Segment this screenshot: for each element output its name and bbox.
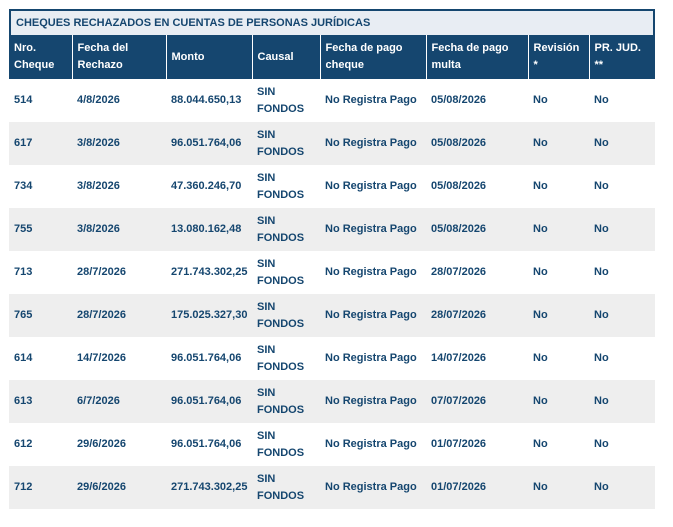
cell-causal-line2: FONDOS (257, 275, 305, 287)
cell-causal-line1: SIN (257, 129, 276, 141)
cell-pago: No Registra Pago (320, 122, 426, 165)
cell-prjud: No (589, 208, 655, 251)
cell-revision: No (533, 94, 548, 106)
cell-multa: 01/07/2026 (431, 438, 487, 450)
cell-causal-line2: FONDOS (257, 447, 305, 459)
cell-fecha: 28/7/2026 (72, 294, 166, 337)
cell-revision: No (533, 180, 548, 192)
rejected-cheques-panel (9, 9, 655, 509)
table-title: CHEQUES RECHAZADOS EN CUENTAS DE PERSONAS JURÍDICAS (9, 9, 655, 35)
cell-prjud: No (594, 94, 609, 106)
header-pago-line2: cheque (325, 59, 365, 71)
cell-monto: 96.051.764,06 (166, 122, 252, 165)
cell-causal (252, 251, 320, 294)
cell-monto: 175.025.327,30 (166, 294, 252, 337)
cell-pago: No Registra Pago (320, 466, 426, 509)
cell-revision: No (528, 294, 589, 337)
cell-prjud: No (589, 122, 655, 165)
header-revision-line2: * (533, 59, 538, 71)
cell-revision: No (528, 380, 589, 423)
cell-causal (252, 466, 320, 509)
cell-nro: 613 (9, 380, 72, 423)
header-prjud-line2: ** (594, 59, 604, 71)
cell-monto: 96.051.764,06 (166, 380, 252, 423)
cell-nro: 713 (14, 266, 33, 278)
cell-causal-line2: FONDOS (257, 189, 305, 201)
cell-fecha: 3/8/2026 (77, 180, 120, 192)
cell-fecha: 6/7/2026 (72, 380, 166, 423)
cell-nro: 612 (14, 438, 33, 450)
cell-causal-line2: FONDOS (257, 146, 305, 158)
table-row (9, 466, 655, 509)
cell-nro: 755 (9, 208, 72, 251)
table-row (9, 423, 655, 466)
cell-pago: No Registra Pago (325, 438, 417, 450)
header-pago-line1: Fecha de pago (325, 42, 403, 54)
cell-prjud: No (589, 466, 655, 509)
header-multa-line1: Fecha de pago (431, 42, 509, 54)
table-row (9, 294, 655, 337)
cell-fecha: 29/6/2026 (77, 438, 126, 450)
table-row (9, 122, 655, 165)
cell-monto: 96.051.764,06 (171, 352, 242, 364)
cell-multa: 05/08/2026 (426, 208, 528, 251)
cell-multa: 05/08/2026 (426, 122, 528, 165)
cell-causal-line1: SIN (257, 215, 276, 227)
table-row (9, 79, 655, 122)
cell-causal (252, 208, 320, 251)
cell-prjud: No (594, 438, 609, 450)
header-revision-line1: Revisión (533, 42, 580, 54)
cell-causal (252, 337, 320, 380)
header-fecha-pago-cheque (320, 35, 426, 79)
cell-causal-line1: SIN (257, 301, 276, 313)
header-causal: Causal (252, 35, 320, 79)
cell-causal (252, 294, 320, 337)
cell-nro: 765 (9, 294, 72, 337)
cell-fecha: 28/7/2026 (77, 266, 126, 278)
header-row (9, 35, 655, 79)
cell-nro: 734 (14, 180, 33, 192)
cell-causal-line1: SIN (257, 387, 276, 399)
header-fecha-rechazo (72, 35, 166, 79)
cell-pago: No Registra Pago (320, 380, 426, 423)
cell-monto: 96.051.764,06 (171, 438, 242, 450)
cell-causal-line1: SIN (257, 473, 276, 485)
header-multa-line2: multa (431, 59, 461, 71)
cell-multa: 07/07/2026 (426, 380, 528, 423)
cell-nro: 617 (9, 122, 72, 165)
cell-revision: No (533, 438, 548, 450)
cell-nro: 514 (14, 94, 33, 106)
cell-fecha: 3/8/2026 (72, 208, 166, 251)
cell-pago: No Registra Pago (320, 208, 426, 251)
cell-revision: No (528, 122, 589, 165)
header-nro-line2: Cheque (14, 59, 55, 71)
header-revision (528, 35, 589, 79)
cell-prjud: No (594, 352, 609, 364)
cell-causal (252, 165, 320, 208)
cell-pago: No Registra Pago (325, 94, 417, 106)
cell-causal-line1: SIN (257, 86, 276, 98)
cell-multa: 28/07/2026 (431, 266, 487, 278)
table-row (9, 251, 655, 294)
cell-monto: 88.044.650,13 (171, 94, 242, 106)
rejected-cheques-table (9, 35, 655, 509)
cell-monto: 271.743.302,25 (166, 466, 252, 509)
cell-multa: 05/08/2026 (431, 94, 487, 106)
cell-causal-line1: SIN (257, 344, 276, 356)
header-fecha-line1: Fecha del (77, 42, 129, 54)
cell-causal-line1: SIN (257, 430, 276, 442)
cell-revision: No (528, 466, 589, 509)
cell-fecha: 29/6/2026 (72, 466, 166, 509)
cell-monto: 47.360.246,70 (171, 180, 242, 192)
header-fecha-pago-multa (426, 35, 528, 79)
cell-causal-line2: FONDOS (257, 404, 305, 416)
cell-pago: No Registra Pago (325, 352, 417, 364)
table-row (9, 380, 655, 423)
cell-causal (252, 79, 320, 122)
cell-multa: 28/07/2026 (426, 294, 528, 337)
cell-prjud: No (589, 294, 655, 337)
cell-revision: No (528, 208, 589, 251)
cell-causal-line2: FONDOS (257, 361, 305, 373)
header-pr-jud (589, 35, 655, 79)
header-prjud-line1: PR. JUD. (594, 42, 641, 54)
cell-multa: 05/08/2026 (431, 180, 487, 192)
cell-pago: No Registra Pago (320, 294, 426, 337)
cell-causal (252, 122, 320, 165)
header-fecha-line2: Rechazo (77, 59, 123, 71)
cell-revision: No (533, 352, 548, 364)
table-row (9, 165, 655, 208)
header-monto: Monto (166, 35, 252, 79)
cell-pago: No Registra Pago (325, 180, 417, 192)
table-row (9, 208, 655, 251)
cell-monto: 271.743.302,25 (171, 266, 248, 278)
cell-fecha: 4/8/2026 (77, 94, 120, 106)
cell-prjud: No (594, 180, 609, 192)
cell-multa: 14/07/2026 (431, 352, 487, 364)
cell-multa: 01/07/2026 (426, 466, 528, 509)
cell-causal-line1: SIN (257, 258, 276, 270)
cell-revision: No (533, 266, 548, 278)
cell-causal-line1: SIN (257, 172, 276, 184)
table-row (9, 337, 655, 380)
cell-causal-line2: FONDOS (257, 490, 305, 502)
cell-fecha: 14/7/2026 (77, 352, 126, 364)
cell-causal-line2: FONDOS (257, 103, 305, 115)
cell-nro: 614 (14, 352, 33, 364)
cell-nro: 712 (9, 466, 72, 509)
cell-causal-line2: FONDOS (257, 318, 305, 330)
cell-causal-line2: FONDOS (257, 232, 305, 244)
header-nro-line1: Nro. (14, 42, 36, 54)
cell-pago: No Registra Pago (325, 266, 417, 278)
cell-monto: 13.080.162,48 (166, 208, 252, 251)
cell-fecha: 3/8/2026 (72, 122, 166, 165)
cell-prjud: No (589, 380, 655, 423)
cell-prjud: No (594, 266, 609, 278)
cell-causal (252, 380, 320, 423)
header-nro-cheque (9, 35, 72, 79)
cell-causal (252, 423, 320, 466)
